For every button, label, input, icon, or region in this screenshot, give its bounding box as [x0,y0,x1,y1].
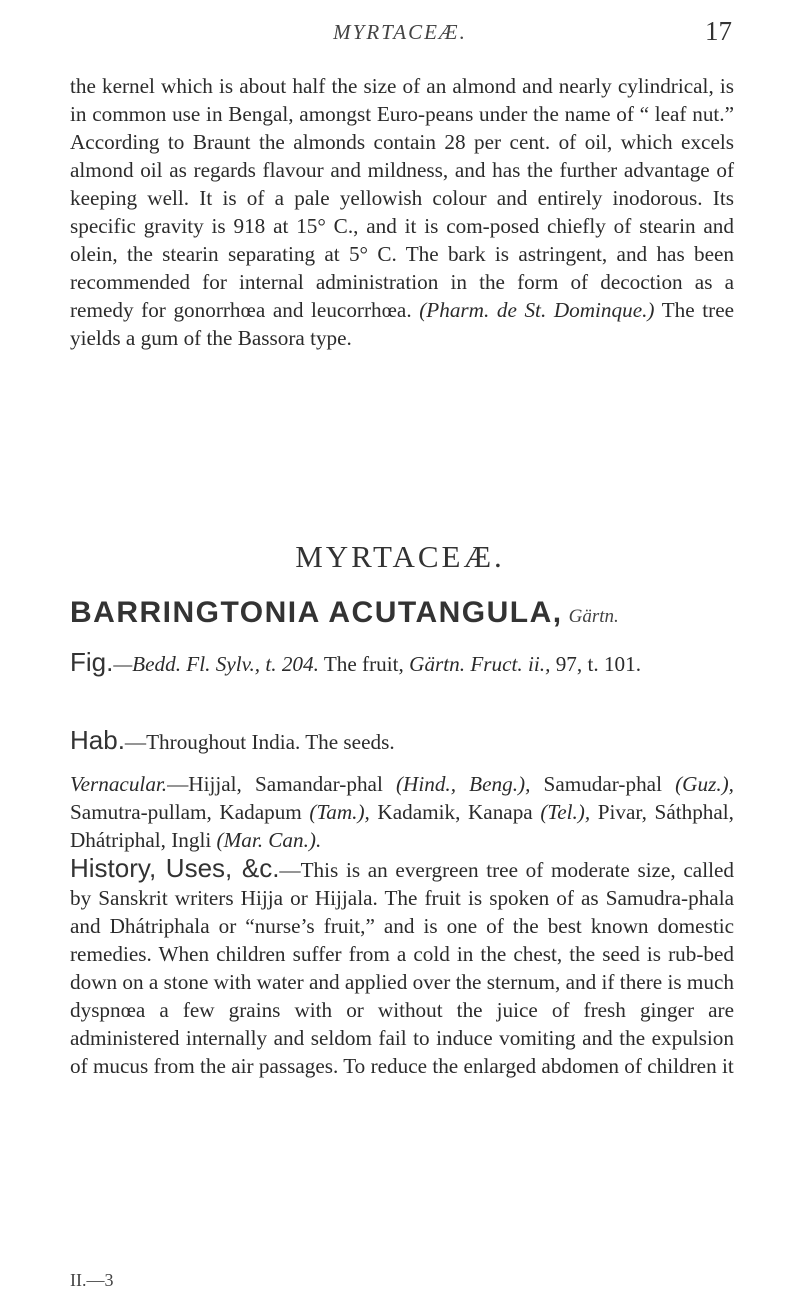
figure-reference [70,648,734,678]
history-label: History, Uses, &c. [70,853,280,883]
vern-text-2: Samudar-phal [530,772,676,796]
vern-lang-3: (Tam.), [309,800,370,824]
hab-label: Hab. [70,725,125,755]
vern-lang-5: (Mar. Can.). [216,828,322,852]
habitat [70,726,734,756]
vern-lang-2: (Guz.), [675,772,734,796]
fig-text-plate: 97, t. 101. [550,652,642,676]
vern-text-1: —Hijjal, Samandar-phal [167,772,396,796]
vern-text-4: Kadamik, Kanapa [369,800,541,824]
intro-reference: (Pharm. de St. Dominque.) [419,298,655,322]
species-heading [70,596,750,630]
vernacular-label: Vernacular. [70,772,168,796]
page-number: 17 [705,16,732,46]
vern-lang-1: (Hind., Beng.), [396,772,531,796]
running-head: MYRTACEÆ. [333,20,467,44]
history-uses [70,854,734,1080]
fig-ref-gaertner: Gärtn. Fruct. ii., [409,652,551,676]
species-name: BARRINGTONIA ACUTANGULA, [70,596,563,629]
species-authority: Gärtn. [568,606,619,627]
intro-text: the kernel which is about half the size of an almond and nearly cylindrical, is in common use in Bengal, amongst Euro-peans under the name of “ leaf nut.” According to Braunt the almonds contain 28 per cent. of oil, which excels almond oil as regards flavour and mildness, and has the further advantage of keeping well. It is of a pale yellowish colour and entirely inodorous. Its specific gravity is 918 at 15° C., and it is com-posed chiefly of stearin and olein, the stearin separating at 5° C. The bark is astringent, and has been recommended for internal administration in the form of decoction as a remedy for gonorrhœa and leucorrhœa. [70,74,734,322]
vern-lang-4: (Tel.), [540,800,591,824]
hab-text: —Throughout India. The seeds. [124,730,395,754]
fig-label: Fig. [70,647,114,677]
history-text: —This is an evergreen tree of moderate size, called by Sanskrit writers Hijja or Hijjala. The fruit is spoken of as Samudra-phala and Dhátriphala or “nurse’s fruit,” and is one of the best known domestic remedies. When children suffer from a cold in the chest, the seed is rub-bed down on a stone with water and applied over the sternum, and if there is much dyspnœa a few grains with or without the juice of fresh ginger are administered internally and seldom fail to induce vomiting and the expulsion of mucus from the air passages. To reduce the enlarged abdomen of children it [70,858,734,1078]
vern-text-3: Samutra-pullam, Kadapum [70,800,310,824]
section-heading: MYRTACEÆ. [295,539,505,574]
fig-text: The fruit, [318,652,410,676]
fig-ref-beddome: —Bedd. Fl. Sylv., t. 204. [113,652,319,676]
vern-text-5: Pivar, Sáthphal, Dhátriphal, Ingli [70,800,734,852]
intro-tail: The tree yields a gum of the Bassora type. [70,298,734,350]
signature-mark: II.—3 [70,1270,114,1290]
vernacular-names [70,770,734,854]
intro-paragraph [70,72,734,352]
